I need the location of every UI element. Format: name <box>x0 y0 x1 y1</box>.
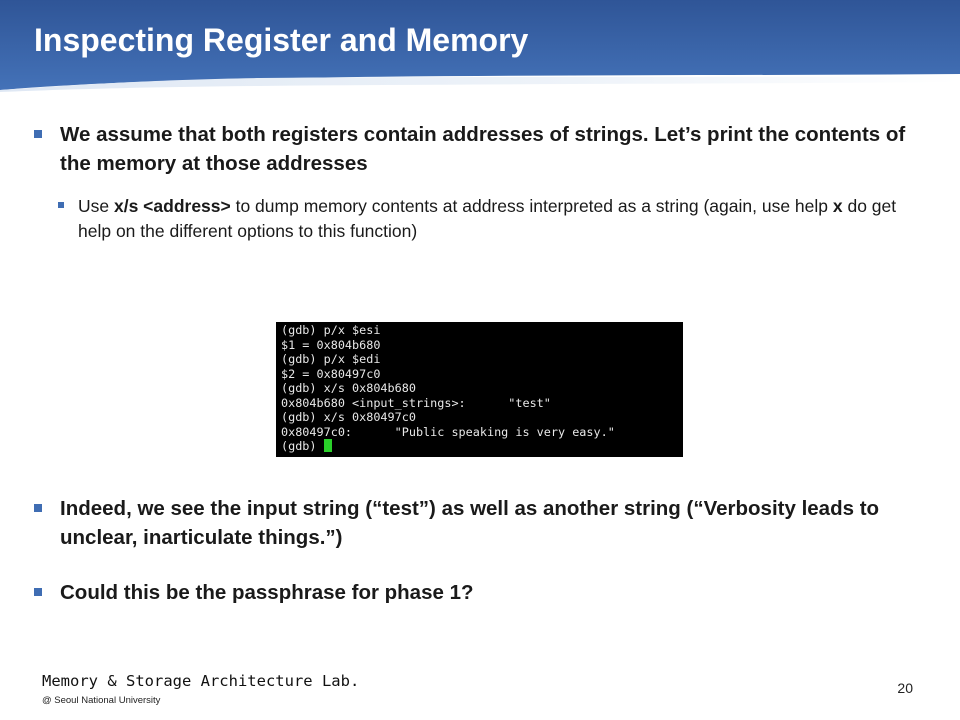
bullet-passphrase-text: Could this be the passphrase for phase 1? <box>60 581 474 604</box>
terminal-line: (gdb) p/x $edi <box>281 352 381 366</box>
subbullet-xs <box>58 194 908 244</box>
bullet-square-icon <box>58 202 64 208</box>
terminal-line: (gdb) x/s 0x804b680 <box>281 381 416 395</box>
terminal-line: (gdb) p/x $esi <box>281 323 381 337</box>
bullet-square-icon <box>34 588 42 596</box>
footer-lab-name: Memory & Storage Architecture Lab. <box>42 672 360 690</box>
cursor-block <box>324 439 332 452</box>
bullet-square-icon <box>34 504 42 512</box>
bullet-square-icon <box>34 130 42 138</box>
page-number: 20 <box>897 680 913 696</box>
terminal-line: (gdb) x/s 0x80497c0 <box>281 410 416 424</box>
xs-command: x/s <address> <box>113 196 231 216</box>
footer-university: @ Seoul National University <box>42 695 161 706</box>
terminal-line: 0x804b680 <input_strings>: "test" <box>281 395 551 410</box>
bullet-registers-text: We assume that both registers contain addresses of strings. Let’s print the contents of the memory at those addresses <box>60 123 906 175</box>
terminal-prompt-line: (gdb) <box>281 439 678 454</box>
terminal-line: $1 = 0x804b680 <box>281 337 381 352</box>
slide-header <box>0 0 960 92</box>
x-command: x <box>832 196 843 216</box>
bullet-input-string <box>34 494 914 552</box>
bullet-registers <box>34 120 914 178</box>
terminal-line: $2 = 0x80497c0 <box>281 366 381 381</box>
terminal-line: 0x80497c0: "Public speaking is very easy." <box>281 424 615 439</box>
slide-title: Inspecting Register and Memory <box>34 22 529 58</box>
bullet-input-string-text: Indeed, we see the input string (“test”) as well as another string (“Verbosity leads to unclear, inarticulate things.”) <box>60 497 880 549</box>
subbullet-xs-text: Use x/s <address> to dump memory contents at address interpreted as a string (again, use help x do get help on the different options to this function) <box>78 196 897 241</box>
bullet-passphrase <box>34 578 914 607</box>
gdb-terminal-screenshot <box>276 322 683 457</box>
